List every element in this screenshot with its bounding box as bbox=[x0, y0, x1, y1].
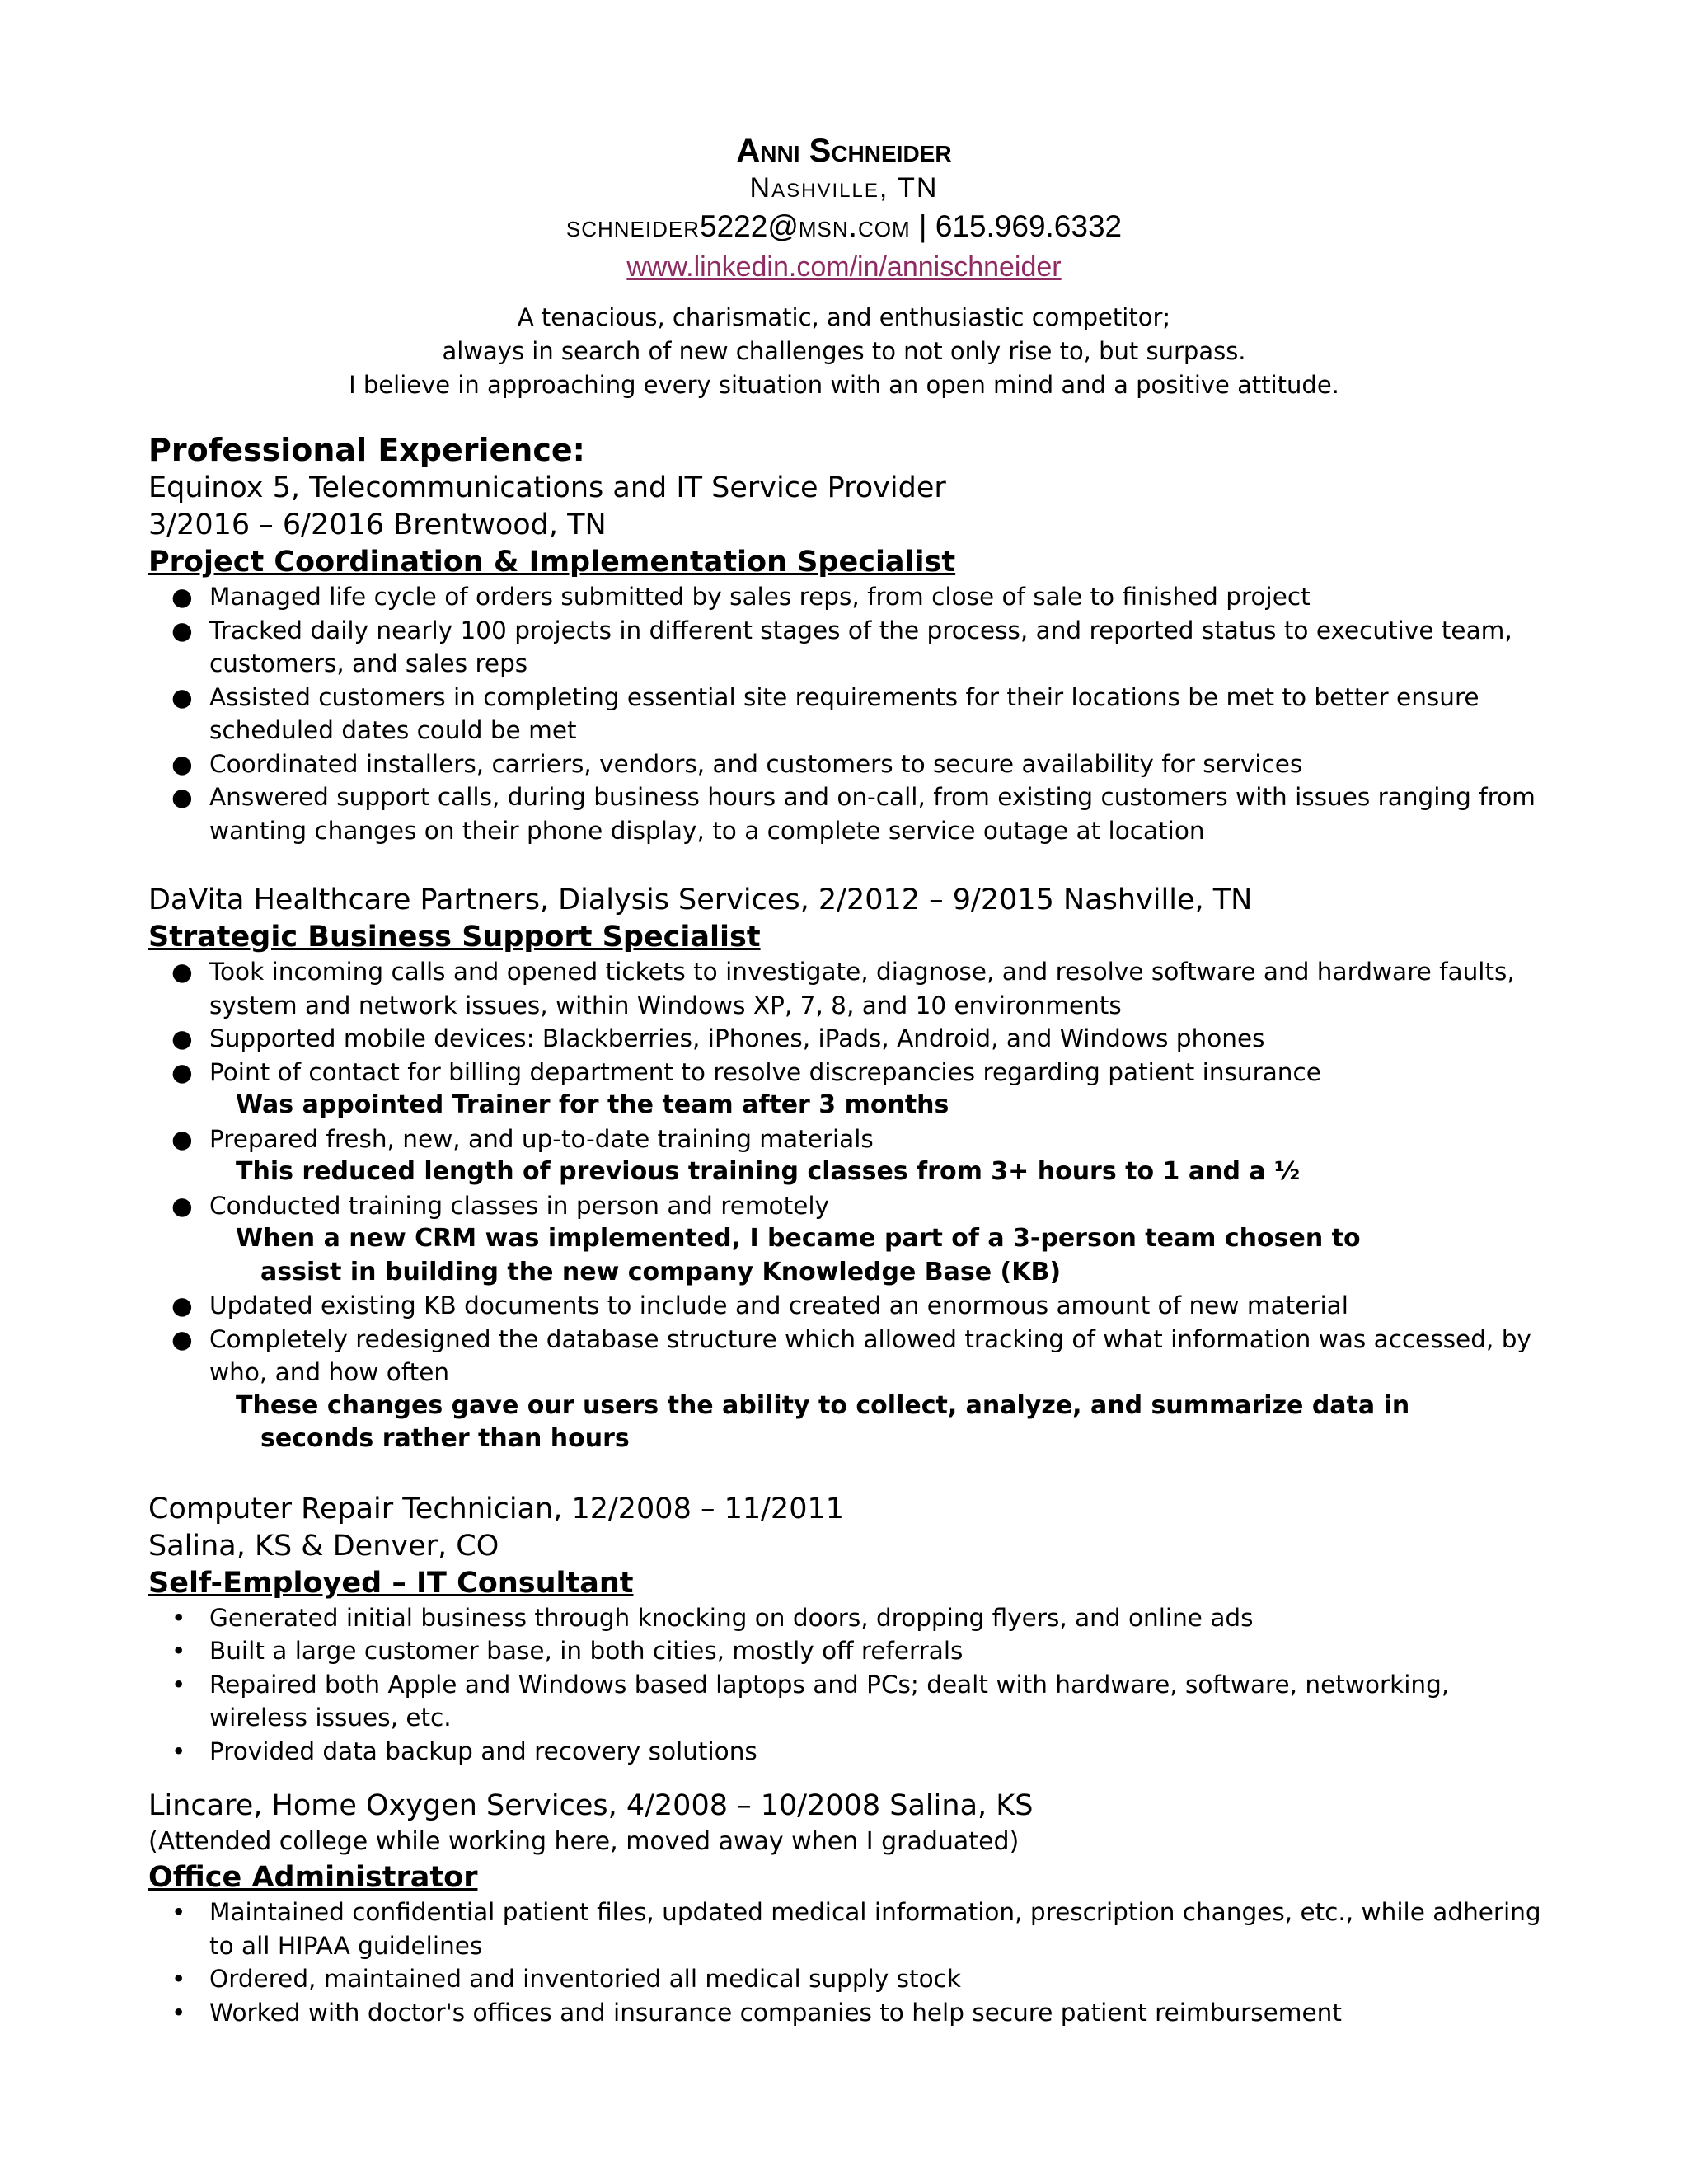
achievement-note bbox=[148, 1390, 1550, 1456]
bullet-text: Built a large customer base, in both cities, mostly off referrals bbox=[209, 1637, 964, 1665]
bullet-icon: ● bbox=[171, 1191, 193, 1220]
list-item bbox=[148, 1601, 1550, 1635]
bullet-text: Repaired both Apple and Windows based laptops and PCs; dealt with hardware, software, networking, wireless issues, etc. bbox=[209, 1670, 1450, 1732]
summary-line: always in search of new challenges to not only rise to, but surpass. bbox=[442, 337, 1246, 365]
bullet-text: Coordinated installers, carriers, vendors, and customers to secure availability for services bbox=[209, 749, 1303, 778]
job-role: Project Coordination & Implementation Specialist bbox=[148, 546, 956, 579]
job-role: Strategic Business Support Specialist bbox=[148, 921, 761, 954]
achievement-note: Was appointed Trainer for the team after 3 months bbox=[236, 1090, 950, 1119]
list-item bbox=[148, 780, 1550, 847]
summary-line: A tenacious, charismatic, and enthusiastic competitor; bbox=[517, 303, 1171, 331]
job-dates: 3/2016 – 6/2016 Brentwood, TN bbox=[148, 509, 607, 541]
job-company: DaVita Healthcare Partners, Dialysis Services, 2/2012 – 9/2015 Nashville, TN bbox=[148, 883, 1253, 916]
bullet-icon: • bbox=[171, 1736, 186, 1765]
job-note: (Attended college while working here, moved away when I graduated) bbox=[148, 1827, 1020, 1856]
experience-section bbox=[148, 430, 1550, 2029]
list-item bbox=[148, 1056, 1550, 1090]
list-item bbox=[148, 1122, 1550, 1156]
contact-separator: | bbox=[910, 209, 935, 243]
list-item bbox=[148, 681, 1550, 748]
bullet-icon: ● bbox=[171, 1024, 193, 1052]
contact-line bbox=[0, 206, 1688, 247]
bullet-text: Answered support calls, during business hours and on-call, from existing customers with issues ranging from wanting changes on their phone display, to a complete service outage at location bbox=[209, 783, 1536, 845]
summary-line: I believe in approaching every situation with an open mind and a positive attitude. bbox=[349, 371, 1339, 399]
bullet-text: Assisted customers in completing essential site requirements for their locations be met to better ensure scheduled dates could be met bbox=[209, 682, 1479, 744]
email-domain: msn.com bbox=[798, 209, 911, 243]
email-digits: 5222@ bbox=[700, 209, 799, 243]
job-location: Salina, KS & Denver, CO bbox=[148, 1529, 499, 1563]
list-item bbox=[148, 614, 1550, 681]
job-company: Equinox 5, Telecommunications and IT Service Provider bbox=[148, 471, 946, 504]
bullet-text: Completely redesigned the database structure which allowed tracking of what information was accessed, by who, and how often bbox=[209, 1324, 1531, 1386]
achievement-note-line: assist in building the new company Knowledge Base (KB) bbox=[260, 1257, 1062, 1286]
job-equinox bbox=[148, 470, 1550, 847]
bullet-icon: ● bbox=[171, 682, 193, 711]
bullet-text: Generated initial business through knocking on doors, dropping flyers, and online ads bbox=[209, 1603, 1254, 1632]
bullet-text: Managed life cycle of orders submitted by sales reps, from close of sale to finished project bbox=[209, 583, 1311, 611]
bullet-icon: ● bbox=[171, 1291, 193, 1319]
list-item bbox=[148, 1896, 1550, 1962]
phone-number: 615.969.6332 bbox=[935, 209, 1123, 243]
list-item bbox=[148, 955, 1550, 1022]
bullet-icon: • bbox=[171, 1998, 186, 2027]
bullet-text: Tracked daily nearly 100 projects in different stages of the process, and reported status to executive team, customers, and sales reps bbox=[209, 616, 1512, 677]
email-prefix: schneider bbox=[565, 209, 701, 243]
list-item bbox=[148, 1189, 1550, 1223]
bullet-text: Worked with doctor's offices and insurance companies to help secure patient reimbursement bbox=[209, 1998, 1342, 2027]
bullet-text: Supported mobile devices: Blackberries, iPhones, iPads, Android, and Windows phones bbox=[209, 1024, 1265, 1052]
bullet-icon: ● bbox=[171, 1057, 193, 1086]
list-item bbox=[148, 1323, 1550, 1390]
resume-header bbox=[0, 132, 1688, 287]
summary bbox=[0, 301, 1688, 402]
job-davita bbox=[148, 882, 1550, 1456]
job-bullets bbox=[148, 1896, 1550, 2029]
section-title: Professional Experience: bbox=[148, 432, 585, 468]
achievement-note: This reduced length of previous training classes from 3+ hours to 1 and a ½ bbox=[236, 1157, 1301, 1186]
bullet-text: Prepared fresh, new, and up-to-date training materials bbox=[209, 1124, 874, 1153]
bullet-text: Provided data backup and recovery solutions bbox=[209, 1736, 757, 1765]
achievement-note-line: When a new CRM was implemented, I became part of a 3-person team chosen to bbox=[236, 1224, 1361, 1253]
job-company: Computer Repair Technician, 12/2008 – 11/2011 bbox=[148, 1492, 844, 1526]
bullet-icon: ● bbox=[171, 616, 193, 644]
job-computer-repair bbox=[148, 1491, 1550, 1769]
list-item bbox=[148, 1962, 1550, 1996]
bullet-icon: • bbox=[171, 1670, 186, 1699]
bullet-icon: ● bbox=[171, 749, 193, 778]
job-bullets bbox=[148, 1601, 1550, 1769]
job-bullets bbox=[148, 1122, 1550, 1156]
bullet-icon: • bbox=[171, 1637, 186, 1665]
list-item bbox=[148, 1022, 1550, 1056]
list-item bbox=[148, 1289, 1550, 1323]
bullet-icon: ● bbox=[171, 958, 193, 986]
bullet-icon: ● bbox=[171, 1324, 193, 1353]
bullet-icon: • bbox=[171, 1965, 186, 1993]
job-bullets bbox=[148, 1189, 1550, 1223]
bullet-text: Point of contact for billing department to resolve discrepancies regarding patient insurance bbox=[209, 1057, 1321, 1086]
bullet-icon: ● bbox=[171, 583, 193, 611]
bullet-icon: • bbox=[171, 1898, 186, 1926]
job-company: Lincare, Home Oxygen Services, 4/2008 – 10/2008 Salina, KS bbox=[148, 1789, 1034, 1822]
bullet-icon: ● bbox=[171, 1124, 193, 1153]
candidate-name: Anni Schneider bbox=[736, 133, 952, 169]
bullet-text: Took incoming calls and opened tickets to investigate, diagnose, and resolve software and hardware faults, system and network issues, within Windows XP, 7, 8, and 10 environments bbox=[209, 958, 1515, 1019]
bullet-text: Updated existing KB documents to include and created an enormous amount of new material bbox=[209, 1291, 1348, 1319]
job-bullets bbox=[148, 580, 1550, 847]
list-item bbox=[148, 1634, 1550, 1668]
linkedin-link[interactable]: www.linkedin.com/in/annischneider bbox=[626, 251, 1062, 283]
achievement-note-line: seconds rather than hours bbox=[260, 1424, 630, 1453]
job-lincare bbox=[148, 1788, 1550, 2029]
job-role: Self-Employed – IT Consultant bbox=[148, 1566, 634, 1600]
achievement-note-line: These changes gave our users the ability to collect, analyze, and summarize data in bbox=[236, 1390, 1410, 1420]
list-item bbox=[148, 580, 1550, 614]
bullet-text: Conducted training classes in person and remotely bbox=[209, 1191, 830, 1220]
job-role: Office Administrator bbox=[148, 1861, 478, 1894]
list-item bbox=[148, 1668, 1550, 1735]
job-bullets bbox=[148, 955, 1550, 1089]
list-item bbox=[148, 748, 1550, 781]
bullet-text: Maintained confidential patient files, updated medical information, prescription changes, etc., while adhering to all HIPAA guidelines bbox=[209, 1898, 1541, 1960]
candidate-location: Nashville, TN bbox=[749, 172, 939, 204]
list-item bbox=[148, 1996, 1550, 2030]
bullet-icon: • bbox=[171, 1603, 186, 1632]
bullet-icon: ● bbox=[171, 783, 193, 811]
bullet-text: Ordered, maintained and inventoried all medical supply stock bbox=[209, 1965, 961, 1993]
achievement-note bbox=[148, 1222, 1550, 1289]
list-item bbox=[148, 1735, 1550, 1769]
job-bullets bbox=[148, 1289, 1550, 1390]
